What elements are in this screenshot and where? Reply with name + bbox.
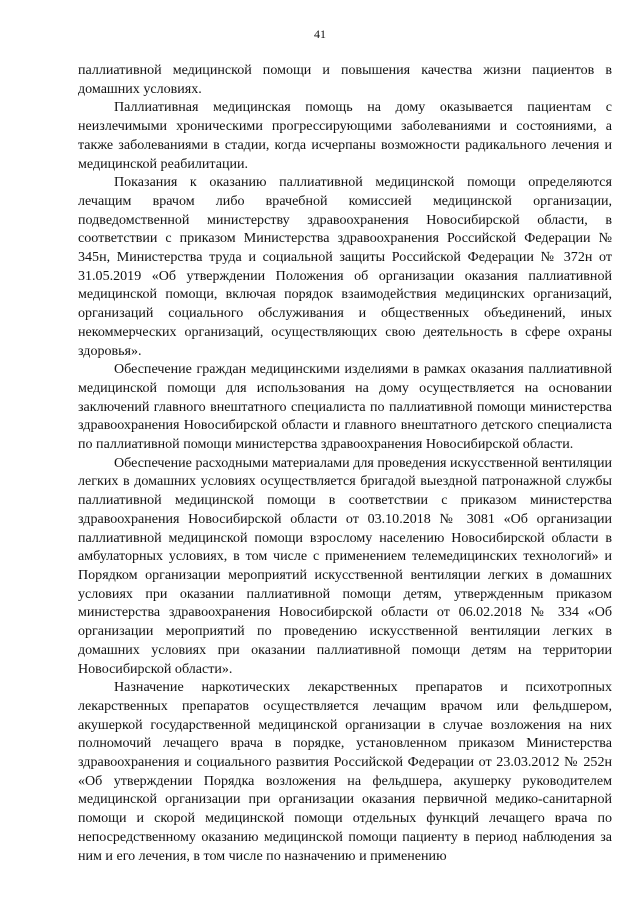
paragraph-indications: Показания к оказанию паллиативной медицинской помощи определяются лечащим врачом либо врачебной комиссией медицинской организации, подведомственной министерству здравоохранения Новосибирской области, в соответствии с приказом Министерства здравоохранения Российской Федерации № 345н, Министерства труда и социальной защиты Российской Федерации № 372н от 31.05.2019 «Об утверждении Положения об организации оказания паллиативной медицинской помощи, включая порядок взаимодействия медицинских организаций, организаций социального обслуживания и общественных объединений, иных некоммерческих организаций, осуществляющих свою деятельность в сфере охраны здоровья». bbox=[78, 174, 612, 359]
paragraph-medical-devices: Обеспечение граждан медицинскими изделиями в рамках оказания паллиативной медицинской помощи для использования на дому осуществляется на основании заключений главного внештатного специалиста по паллиативной помощи министерства здравоохранения Новосибирской области и главного внештатного детского специалиста по паллиативной помощи министерства здравоохранения Новосибирской области. bbox=[78, 361, 612, 453]
paragraph-ventilation-supplies: Обеспечение расходными материалами для проведения искусственной вентиляции легких в домашних условиях осуществляется бригадой выездной патронажной службы паллиативной медицинской помощи в соответствии с приказом министерства здравоохранения Новосибирской области от 03.10.2018 № 3081 «Об организации паллиативной медицинской помощи взрослому населению Новосибирской области в амбулаторных условиях, в том числе с применением телемедицинских технологий» и Порядком организации мероприятий искусственной вентиляции легких в домашних условиях при оказании паллиативной помощи детям, утвержденным приказом министерства здравоохранения Новосибирской области от 06.02.2018 № 334 «Об организации мероприятий по проведению искусственной вентиляции легких в домашних условиях при оказании паллиативной помощи детям на территории Новосибирской области». bbox=[78, 454, 612, 677]
page-number: 41 bbox=[314, 27, 326, 41]
paragraph-home-palliative-care: Паллиативная медицинская помощь на дому оказывается пациентам с неизлечимыми хроническими прогрессирующими заболеваниями и состояниями, а также заболеваниями в стадии, когда исчерпаны возможности радикального лечения и медицинской реабилитации. bbox=[78, 99, 612, 172]
page-body bbox=[78, 61, 612, 865]
paragraph-continuation: паллиативной медицинской помощи и повышения качества жизни пациентов в домашних условиях. bbox=[78, 62, 612, 97]
paragraph-narcotic-prescription: Назначение наркотических лекарственных препаратов и психотропных лекарственных препаратов осуществляется лечащим врачом или фельдшером, акушеркой государственной медицинской организации в случае возложения на них полномочий лечащего врача в порядке, установленном приказом Министерства здравоохранения и социального развития Российской Федерации от 23.03.2012 № 252н «Об утверждении Порядка возложения на фельдшера, акушерку руководителем медицинской организации при организации оказания первичной медико-санитарной помощи и скорой медицинской помощи отдельных функций лечащего врача по непосредственному оказанию медицинской помощи пациенту в период наблюдения за ним и его лечения, в том числе по назначению и применению bbox=[78, 679, 612, 864]
